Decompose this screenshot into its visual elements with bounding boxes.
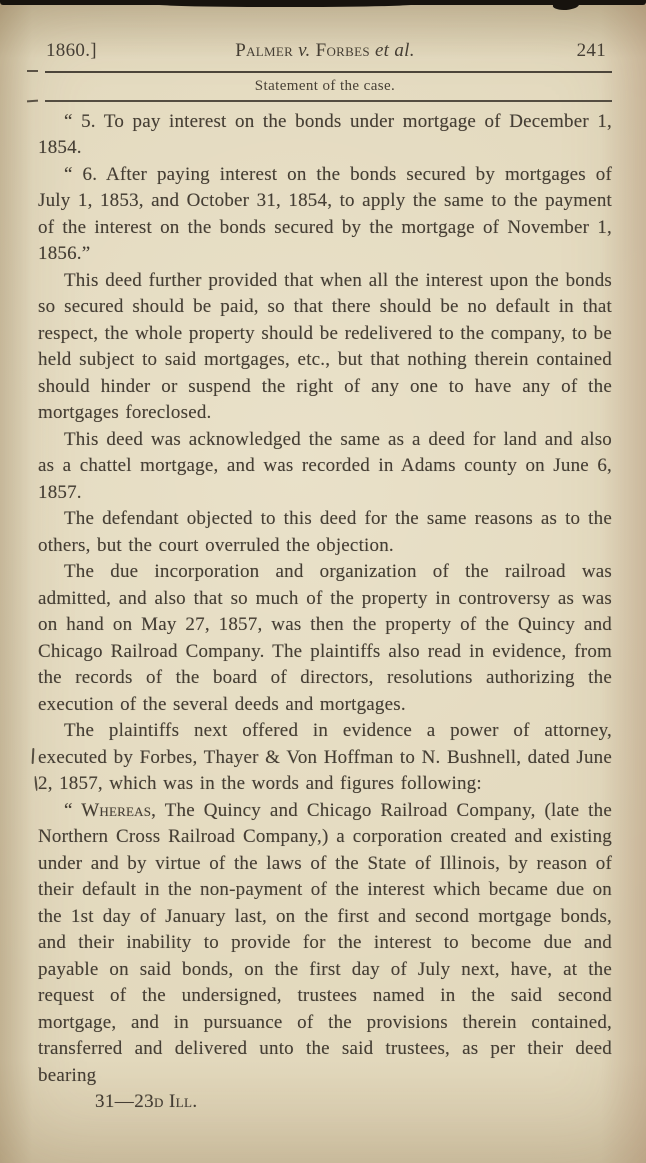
section-subheader: Statement of the case. bbox=[254, 78, 396, 94]
volume-signature-line: 31—23d Ill. bbox=[95, 1091, 198, 1112]
case-text bbox=[38, 109, 612, 1090]
whereas-body: The Quincy and Chicago Railroad Company, (late the Northern Cross Railroad Company,) a corporation created and existing under and by virtue of the laws of the State of Illinois, by reason of their default in the non-payment of the interest which became due on the 1st day of January last, on the first and second mortgage bonds, and their inability to provide for the interest to become due and payable on said bonds, on the first day of July next, have, at the request of the undersigned, trustees named in the said second mortgage, and in pursuance of the provisions therein contained, transferred and delivered unto the said trustees, as per their deed bearing bbox=[38, 799, 612, 1086]
paragraph: This deed was acknowledged the same as a deed for land and also as a chattel mortgage, and was recorded in Adams county on June 6, 1857. bbox=[38, 428, 612, 503]
scan-edge-artifact bbox=[0, 0, 646, 5]
paragraph bbox=[38, 798, 612, 1090]
etal-label: et al. bbox=[374, 40, 415, 61]
header-rule-top bbox=[45, 71, 612, 73]
year-label: 1860.] bbox=[46, 40, 97, 61]
case-title bbox=[38, 40, 612, 62]
margin-dash-artifact bbox=[27, 70, 38, 72]
paragraph: The plaintiffs next offered in evidence a power of attorney, executed by Forbes, Thayer & Von Hoffman to N. Bushnell, dated June 2, 1857, which was in the words and figures following: bbox=[38, 720, 612, 794]
paragraph: The defendant objected to this deed for the same reasons as to the others, but the court overruled the objection. bbox=[38, 508, 612, 556]
paragraph: The due incorporation and organization of the railroad was admitted, and also that so much of the property in controversy as was on hand on May 27, 1857, was then the property of the Quincy and Chicago Railroad Company. The plaintiffs also read in evidence, from the records of the board of directors, resolutions authorizing the execution of the several deeds and mortgages. bbox=[38, 561, 612, 715]
page-number: 241 bbox=[576, 40, 606, 61]
paragraph: “ 5. To pay interest on the bonds under mortgage of December 1, 1854. bbox=[38, 110, 612, 158]
paragraph: “ 6. After paying interest on the bonds secured by mortgages of July 1, 1853, and October 31, 1854, to apply the same to the payment of the interest on the bonds secured by the mortgage of November 1, 1856.” bbox=[38, 163, 612, 264]
paragraph: This deed further provided that when all the interest upon the bonds so secured should be paid, so that there should be no default in that respect, the whole property should be redelivered to the company, to be held subject to said mortgages, etc., but that nothing therein contained should hinder or suspend the right of any one to have any of the mortgages foreclosed. bbox=[38, 269, 612, 423]
versus-label: v. bbox=[298, 40, 311, 61]
party-one: Palmer bbox=[235, 40, 294, 61]
running-head bbox=[38, 40, 612, 63]
party-two: Forbes bbox=[315, 40, 370, 61]
header-rule-bottom bbox=[45, 100, 612, 102]
whereas-lead: “ Whereas, bbox=[64, 799, 157, 821]
